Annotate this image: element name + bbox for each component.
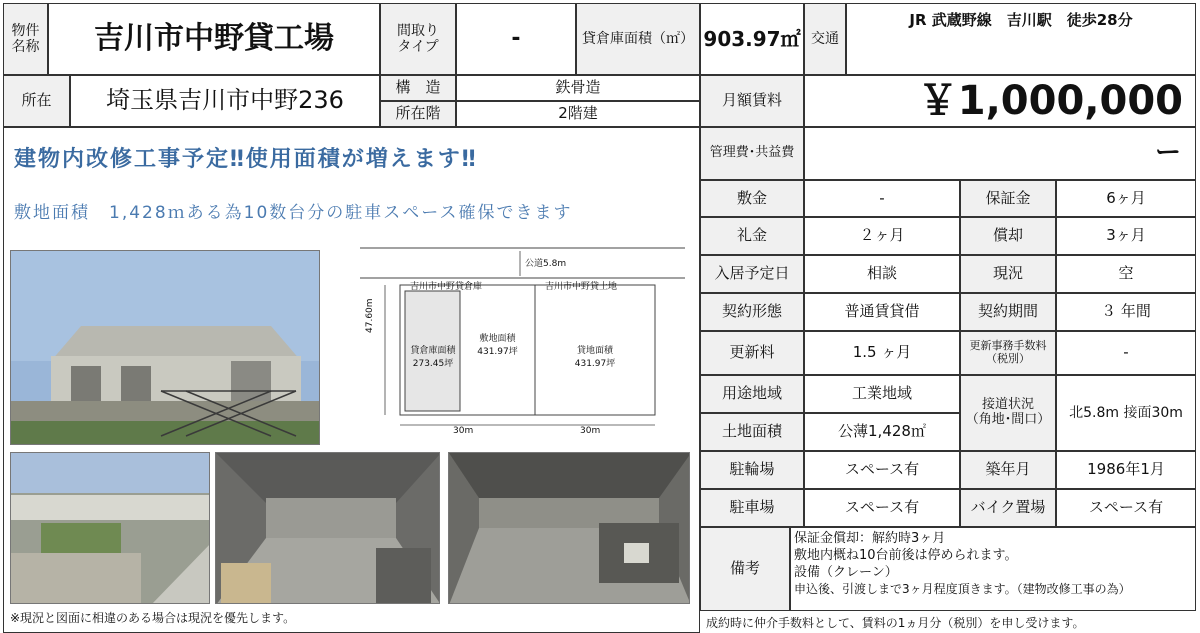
move-in-label: 入居予定日 <box>700 255 804 293</box>
road-label: 公道5.8m <box>525 259 567 269</box>
parking-label: 駐車場 <box>700 489 804 527</box>
land-area-value: 公薄1,428㎡ <box>804 413 960 451</box>
warehouse-area-value: 903.97㎡ <box>700 3 804 75</box>
renewal-admin-fee-value: - <box>1056 331 1196 375</box>
amortization-label: 償却 <box>960 217 1056 255</box>
rent-value: ￥1,000,000 <box>804 75 1196 127</box>
right-land-area: 貸地面積 431.97坪 <box>574 346 616 369</box>
key-money-label: 礼金 <box>700 217 804 255</box>
footer-note-right: 成約時に仲介手数料として、賃料の1ヵ月分（税別）を申し受けます。 <box>706 616 1085 630</box>
contract-type-label: 契約形態 <box>700 293 804 331</box>
motorbike-label: バイク置場 <box>960 489 1056 527</box>
road-access-value: 北5.8m 接面30m <box>1056 375 1196 451</box>
site-aerial-image <box>11 453 210 604</box>
renewal-fee-label: 更新料 <box>700 331 804 375</box>
structure-value: 鉄骨造 <box>456 75 700 101</box>
motorbike-value: スペース有 <box>1056 489 1196 527</box>
bicycle-label: 駐輪場 <box>700 451 804 489</box>
warehouse-exterior-image <box>11 251 320 445</box>
status-value: 空 <box>1056 255 1196 293</box>
layout-type-value: - <box>456 3 576 75</box>
floor-label: 所在階 <box>380 101 456 127</box>
promo-headline: 建物内改修工事予定‼使用面積が増えます‼ <box>14 147 478 172</box>
renewal-admin-fee-label: 更新事務手数料 （税別） <box>960 331 1056 375</box>
width-right-label: 30m <box>580 426 601 436</box>
width-left-label: 30m <box>453 426 474 436</box>
deposit-label: 敷金 <box>700 180 804 217</box>
left-lot-title: 吉川市中野貸倉庫 <box>410 282 483 292</box>
built-label: 築年月 <box>960 451 1056 489</box>
contract-type-value: 普通賃貸借 <box>804 293 960 331</box>
site-plan <box>355 243 690 438</box>
zoning-label: 用途地域 <box>700 375 804 413</box>
layout-type-label: 間取り タイプ <box>380 3 456 75</box>
address-label: 所在 <box>3 75 70 127</box>
parking-value: スペース有 <box>804 489 960 527</box>
footer-note-left: ※現況と図面に相違のある場合は現況を優先します。 <box>10 611 296 625</box>
interior-photo-1 <box>215 452 440 604</box>
contract-term-label: 契約期間 <box>960 293 1056 331</box>
road-access-label: 接道状況 （角地･間口） <box>960 375 1056 451</box>
remark-line: 敷地内概ね10台前後は停められます。 <box>794 548 1018 563</box>
depth-label: 47.60m <box>365 298 375 333</box>
amortization-value: 3ヶ月 <box>1056 217 1196 255</box>
remarks-label: 備考 <box>700 527 790 611</box>
built-value: 1986年1月 <box>1056 451 1196 489</box>
deposit-value: - <box>804 180 960 217</box>
status-label: 現況 <box>960 255 1056 293</box>
remark-line: 設備（クレーン） <box>794 565 898 580</box>
guarantee-label: 保証金 <box>960 180 1056 217</box>
warehouse-interior-image-1 <box>216 453 440 604</box>
remarks-text <box>790 528 1195 610</box>
left-building-area: 貸倉庫面積 273.45坪 <box>410 346 456 369</box>
zoning-value: 工業地域 <box>804 375 960 413</box>
promo-subline: 敷地面積 1,428ｍある為10数台分の駐車スペース確保できます <box>14 203 573 223</box>
renewal-fee-value: 1.5 ヶ月 <box>804 331 960 375</box>
exterior-photo <box>10 250 320 445</box>
property-name-label: 物件 名称 <box>3 3 48 75</box>
right-lot-title: 吉川市中野貸土地 <box>545 282 618 292</box>
address-value: 埼玉県吉川市中野236 <box>70 75 380 127</box>
interior-photo-2 <box>448 452 690 604</box>
remark-line: 申込後、引渡しまで3ヶ月程度頂きます。（建物改修工事の為） <box>794 582 1131 596</box>
property-name: 吉川市中野貸工場 <box>48 3 380 75</box>
key-money-value: ２ヶ月 <box>804 217 960 255</box>
move-in-value: 相談 <box>804 255 960 293</box>
transport-value: JR 武蔵野線 吉川駅 徒歩28分 <box>846 3 1196 75</box>
guarantee-value: 6ヶ月 <box>1056 180 1196 217</box>
warehouse-area-label: 貸倉庫面積（㎡） <box>576 3 700 75</box>
mgmt-fee-label: 管理費･共益費 <box>700 127 804 180</box>
left-land-area: 敷地面積 431.97坪 <box>477 334 518 357</box>
remark-line: 保証金償却：解約時3ヶ月 <box>794 531 946 546</box>
land-area-label: 土地面積 <box>700 413 804 451</box>
floor-value: 2階建 <box>456 101 700 127</box>
transport-label: 交通 <box>804 3 846 75</box>
mgmt-fee-value: ー <box>804 127 1196 180</box>
contract-term-value: ３ 年間 <box>1056 293 1196 331</box>
structure-label: 構 造 <box>380 75 456 101</box>
warehouse-interior-image-2 <box>449 453 690 604</box>
rent-label: 月額賃料 <box>700 75 804 127</box>
aerial-photo <box>10 452 210 604</box>
bicycle-value: スペース有 <box>804 451 960 489</box>
